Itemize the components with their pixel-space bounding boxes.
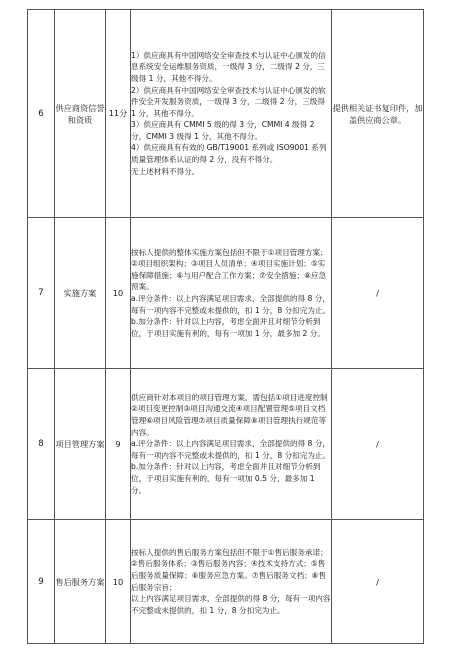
item-score: 9 [106,369,131,520]
criteria-line: b.加分条件：针对以上内容，考虑全面并且对细节分析到位，于项目实施有利的，每有一项加 1 分，最多加 2 分。 [131,317,325,338]
criteria-line: 2）供应商具有中国网络安全审查技术与认证中心颁发的软件安全开发服务资质，一级得 3 分，二级得 2 分，三级得 1 分，其他不得分。 [131,85,326,118]
table-row [28,218,424,369]
row-number: 9 [28,520,55,644]
criteria-line: 按标人提供的售后服务方案包括但不限于①售后服务承诺；②售后服务体系；③售后服务内容；④技术支持方式；⑤售后服务质量保障；⑥服务应急方案。⑦售后服务文档；⑧售后服务宗旨； [131,547,328,592]
item-name: 供应商资信誉和资质 [55,10,106,218]
item-name: 实施方案 [55,218,106,369]
scoring-criteria [131,520,332,644]
evidence-requirement: 提供相关证书复印件，加盖供应商公章。 [332,10,424,218]
row-number: 8 [28,369,55,520]
criteria-line: 供应商针对本项目的项目管理方案，需包括①项目进度控制②项目变更控制③项目沟通交流④项目配置管理⑤项目文档管理⑥项目风险管理⑦项目质量保障⑧项目管理执行规范等内容。 [131,392,328,437]
scoring-criteria [131,10,332,218]
criteria-line: 无上述材料不得分。 [131,166,200,176]
evidence-requirement: / [332,369,424,520]
criteria-line: 3）供应商具有 CMMI 5 级的得 3 分，CMMI 4 级得 2 分，CMMI 3 级得 1 分，其他不得分。 [131,120,315,141]
criteria-line: b.加分条件：针对以上内容，考虑全面并且对细节分析到位，于项目实施有利的，每有一项加 0.5 分，最多加 1 分。 [131,462,321,495]
criteria-line: 以上内容满足项目需求，全部提供的得 8 分，每有一项内容不完整或未提供的，扣 1 分，8 分扣完为止。 [131,594,331,615]
table-row [28,520,424,644]
item-score: 10 [106,218,131,369]
criteria-line: a.评分条件：以上内容满足项目需求，全部提供的得 8 分，每有一项内容不完整或未提供的，扣 1 分，8 分扣完为止。 [131,439,331,460]
criteria-line: 4）供应商具有有效的 GB/T19001 系列或 ISO9001 系列质量管理体系认证的得 2 分，没有不得分。 [131,143,327,165]
criteria-line: 按标人提供的整体实施方案包括但不限于①项目管理方案；②项目组织架构；③项目人员清单；④项目实施计划；⑤实施保障措施；⑥与用户配合工作方案；⑦安全措施；⑧应急预案。 [131,247,328,292]
row-number: 7 [28,218,55,369]
criteria-line: 1）供应商具有中国网络安全审查技术与认证中心颁发的信息系统安全运维服务资质，一级得 3 分，二级得 2 分，三级得 1 分，其他不得分。 [131,50,326,83]
item-score: 10 [106,520,131,644]
item-score: 11分 [106,10,131,218]
item-name: 售后服务方案 [55,520,106,644]
criteria-line: a.评分条件：以上内容满足项目需求，全部提供的得 8 分，每有一项内容不完整或未提供的，扣 1 分，8 分扣完为止。 [131,294,331,315]
scoring-criteria [131,218,332,369]
row-number: 6 [28,10,55,218]
item-name: 项目管理方案 [55,369,106,520]
evidence-requirement: / [332,218,424,369]
scoring-criteria [131,369,332,520]
table-row [28,10,424,218]
evidence-requirement: / [332,520,424,644]
scoring-table [27,9,424,644]
table-row [28,369,424,520]
